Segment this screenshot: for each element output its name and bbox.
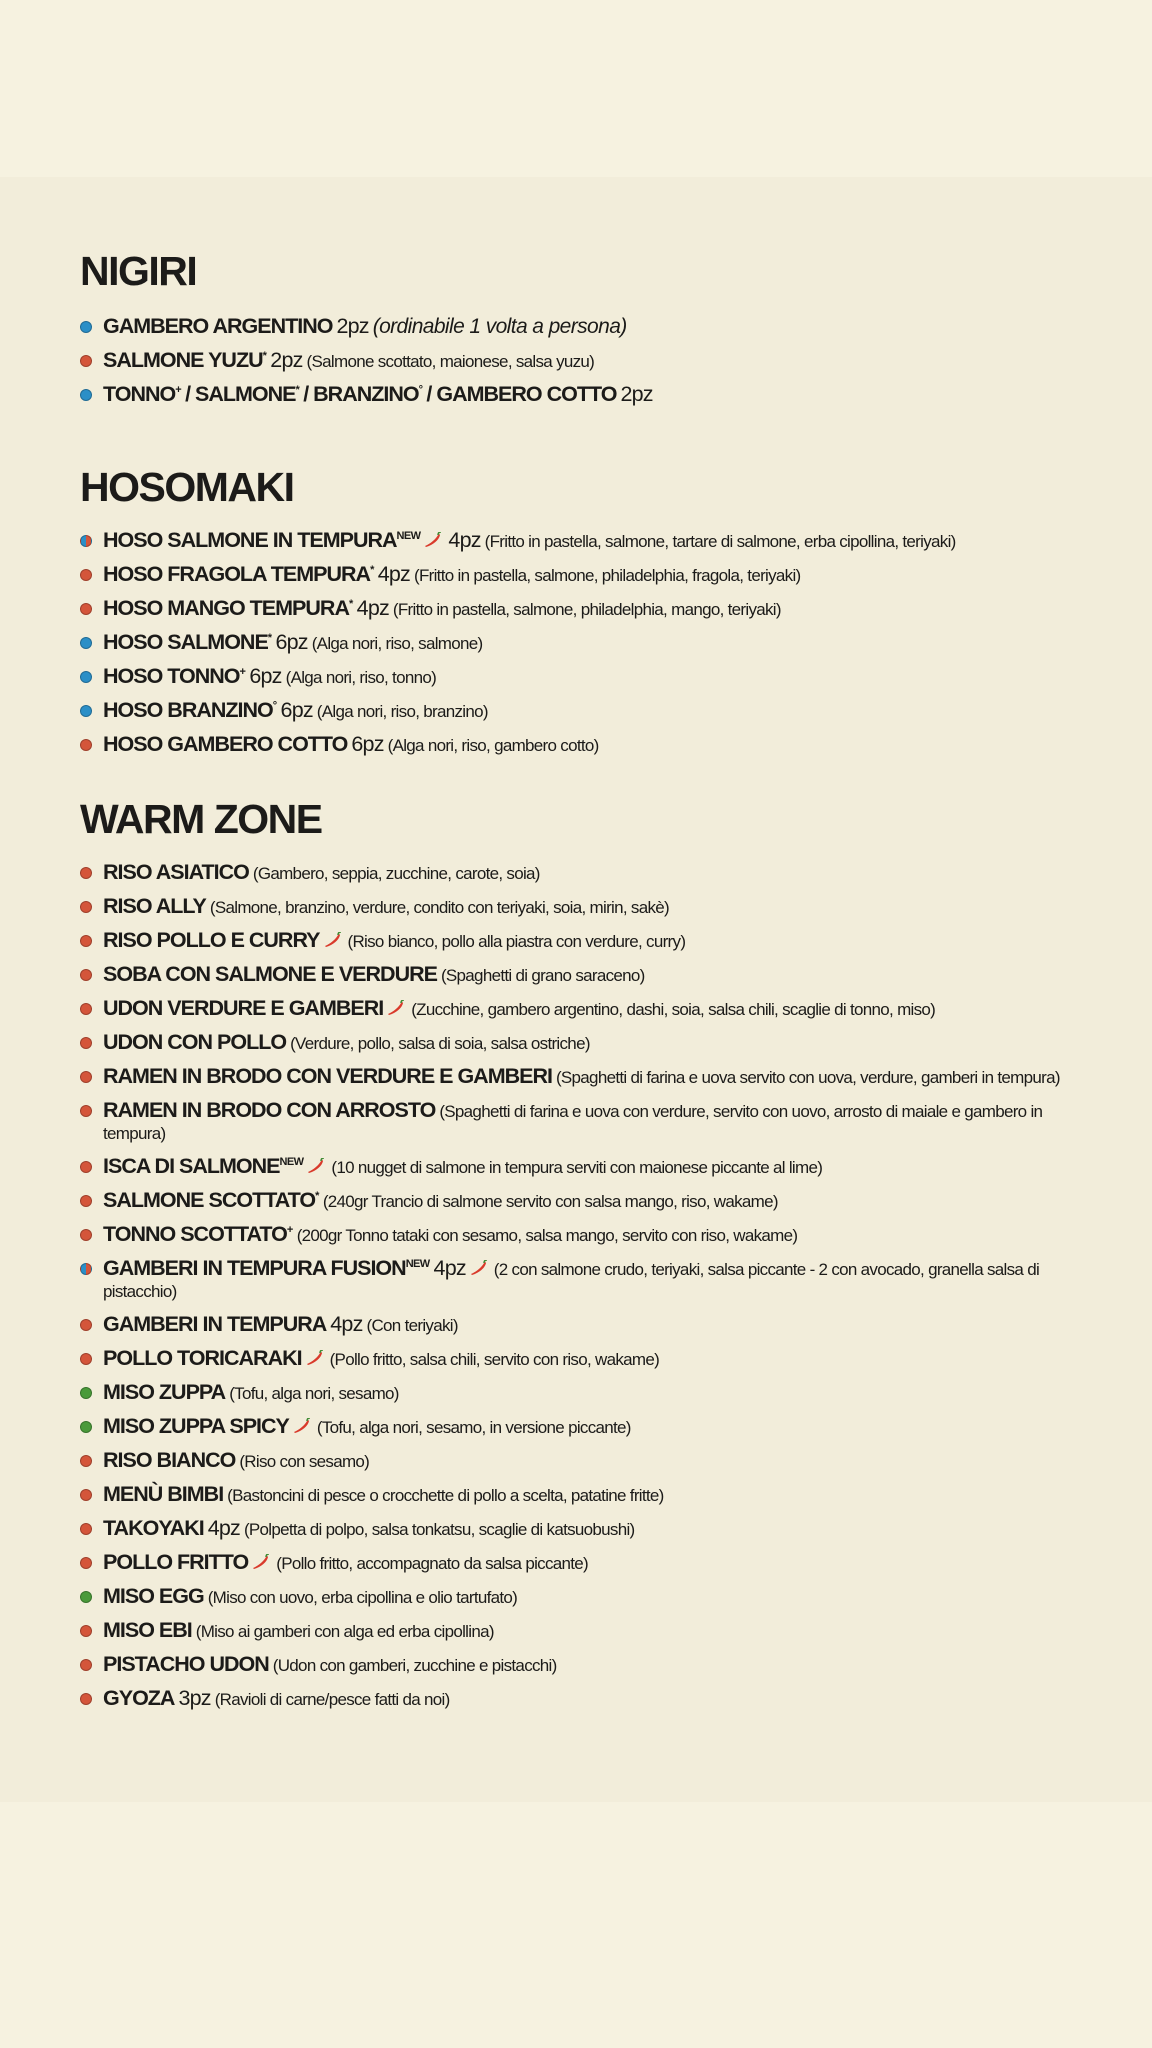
dot-icon	[80, 1693, 92, 1705]
item-sup: +	[175, 384, 182, 396]
dot-icon	[80, 1037, 92, 1049]
item-name: RAMEN IN BRODO CON ARROSTO	[103, 1098, 436, 1122]
section-hosomaki	[80, 463, 1090, 767]
item-qty: 4pz	[433, 1256, 466, 1280]
item-desc: (10 nugget di salmone in tempura serviti con maionese piccante al lime)	[331, 1158, 823, 1177]
item-name: TONNO SCOTTATO	[103, 1222, 287, 1246]
dot-icon	[80, 569, 92, 581]
item-name: RAMEN IN BRODO CON VERDURE E GAMBERI	[103, 1064, 552, 1088]
item-desc: (2 con salmone crudo, teriyaki, salsa piccante - 2 con avocado, granella salsa di pistacchio)	[103, 1260, 1040, 1301]
item-sup: *	[315, 1190, 319, 1202]
item-desc: (Tofu, alga nori, sesamo, in versione piccante)	[316, 1418, 631, 1437]
menu-item	[80, 1257, 1090, 1303]
item-name: RISO BIANCO	[103, 1448, 236, 1472]
item-name: SALMONE YUZU	[103, 348, 263, 372]
menu-item	[80, 895, 1090, 919]
dot-icon	[80, 1161, 92, 1173]
dot-icon	[80, 637, 92, 649]
section-nigiri	[80, 247, 1090, 417]
chili-icon	[291, 1418, 311, 1434]
item-name: TONNO	[103, 382, 176, 406]
menu-item	[80, 997, 1090, 1021]
item-qty: 4pz	[377, 562, 410, 586]
item-sup: *	[267, 632, 272, 644]
item-qty: 6pz	[275, 630, 308, 654]
item-sup: *	[348, 598, 353, 610]
item-desc: (Alga nori, riso, gambero cotto)	[387, 736, 599, 755]
item-list	[80, 861, 1090, 1711]
item-desc: (Salmone, branzino, verdure, condito con teriyaki, soia, mirin, sakè)	[209, 898, 669, 917]
item-desc: (Udon con gamberi, zucchine e pistacchi)	[272, 1656, 557, 1675]
menu-item	[80, 1449, 1090, 1473]
item-desc: (Spaghetti di farina e uova con verdure, servito con uovo, arrosto di maiale e gambero in tempura)	[103, 1102, 1043, 1143]
item-name: HOSO SALMONE	[103, 630, 268, 654]
dot-icon	[80, 1353, 92, 1365]
dot-icon	[80, 1659, 92, 1671]
section-warm-zone	[80, 795, 1090, 1721]
item-name: MISO EGG	[103, 1584, 204, 1608]
item-sup: °	[418, 384, 423, 396]
item-name: MISO EBI	[103, 1618, 192, 1642]
item-name: POLLO FRITTO	[103, 1550, 249, 1574]
new-badge: NEW	[279, 1156, 304, 1168]
item-sup: *	[295, 384, 300, 396]
item-desc: (240gr Trancio di salmone servito con salsa mango, riso, wakame)	[322, 1192, 778, 1211]
item-desc: (Spaghetti di farina e uova servito con uova, verdure, gamberi in tempura)	[555, 1068, 1060, 1087]
item-desc: (Bastoncini di pesce o crocchette di pollo a scelta, patatine fritte)	[227, 1486, 664, 1505]
menu-item	[80, 631, 1090, 655]
chili-icon	[322, 932, 342, 948]
menu-item	[80, 665, 1090, 689]
item-sup: +	[239, 666, 246, 678]
dot-icon	[80, 1387, 92, 1399]
item-desc: (Pollo fritto, accompagnato da salsa piccante)	[276, 1554, 589, 1573]
item-desc: (Miso con uovo, erba cipollina e olio tartufato)	[207, 1588, 518, 1607]
menu-item	[80, 597, 1090, 621]
menu-item	[80, 1347, 1090, 1371]
chili-icon	[304, 1350, 324, 1366]
dot-icon	[80, 969, 92, 981]
item-qty: 6pz	[351, 732, 384, 756]
dot-icon	[80, 389, 92, 401]
menu-item	[80, 1189, 1090, 1213]
item-name: UDON CON POLLO	[103, 1030, 287, 1054]
menu-item	[80, 1065, 1090, 1089]
item-desc: (Con teriyaki)	[366, 1316, 458, 1335]
dot-icon	[80, 1625, 92, 1637]
item-name: POLLO TORICARAKI	[103, 1346, 302, 1370]
menu-item	[80, 1223, 1090, 1247]
item-desc: (Alga nori, riso, tonno)	[285, 668, 437, 687]
item-name: / BRANZINO	[303, 382, 419, 406]
item-desc: (Gambero, seppia, zucchine, carote, soia)	[252, 864, 540, 883]
item-name: HOSO GAMBERO COTTO	[103, 732, 348, 756]
item-name: UDON VERDURE E GAMBERI	[103, 996, 384, 1020]
dot-icon	[80, 535, 92, 547]
dot-icon	[80, 1319, 92, 1331]
item-name: GAMBERI IN TEMPURA FUSION	[103, 1256, 406, 1280]
item-qty: 6pz	[280, 698, 313, 722]
dot-icon	[80, 901, 92, 913]
item-name: RISO ALLY	[103, 894, 206, 918]
item-name: / GAMBERO COTTO	[426, 382, 617, 406]
item-desc: (Alga nori, riso, branzino)	[316, 702, 488, 721]
item-sup: °	[272, 700, 277, 712]
item-name: RISO POLLO E CURRY	[103, 928, 320, 952]
item-desc: (Riso bianco, pollo alla piastra con verdure, curry)	[347, 932, 686, 951]
menu-item	[80, 563, 1090, 587]
chili-icon	[385, 1000, 405, 1016]
item-qty: 2pz	[270, 348, 303, 372]
menu-item	[80, 1483, 1090, 1507]
menu-item	[80, 1099, 1090, 1145]
dot-icon	[80, 705, 92, 717]
dot-icon	[80, 1071, 92, 1083]
item-note: (ordinabile 1 volta a persona)	[372, 315, 627, 338]
new-badge: NEW	[405, 1258, 430, 1270]
item-desc: (Alga nori, riso, salmone)	[311, 634, 483, 653]
item-name: HOSO BRANZINO	[103, 698, 273, 722]
menu-item	[80, 733, 1090, 757]
item-sup: *	[370, 564, 374, 576]
dot-icon	[80, 1003, 92, 1015]
chili-icon	[250, 1554, 270, 1570]
dot-icon	[80, 1105, 92, 1117]
item-qty: 4pz	[448, 528, 481, 552]
menu-item	[80, 1653, 1090, 1677]
item-name: GAMBERI IN TEMPURA	[103, 1312, 327, 1336]
item-qty: 4pz	[330, 1312, 363, 1336]
item-name: MENÙ BIMBI	[103, 1482, 224, 1506]
menu-item	[80, 1155, 1090, 1179]
item-desc: (Pollo fritto, salsa chili, servito con riso, wakame)	[329, 1350, 660, 1369]
item-name: HOSO FRAGOLA TEMPURA	[103, 562, 371, 586]
menu-item	[80, 861, 1090, 885]
menu-item	[80, 929, 1090, 953]
menu-item	[80, 1313, 1090, 1337]
dot-icon	[80, 1523, 92, 1535]
new-badge: NEW	[396, 530, 421, 542]
item-name: HOSO SALMONE IN TEMPURA	[103, 528, 397, 552]
item-desc: (Tofu, alga nori, sesamo)	[229, 1384, 399, 1403]
item-sup: +	[286, 1224, 293, 1236]
dot-icon	[80, 1263, 92, 1275]
section-title: NIGIRI	[80, 248, 197, 294]
item-desc: (Fritto in pastella, salmone, philadelphia, fragola, teriyaki)	[413, 566, 801, 585]
dot-icon	[80, 935, 92, 947]
item-desc: (Salmone scottato, maionese, salsa yuzu)	[306, 352, 595, 371]
dot-icon	[80, 321, 92, 333]
menu-item	[80, 1619, 1090, 1643]
item-name: PISTACHO UDON	[103, 1652, 269, 1676]
menu-item	[80, 1687, 1090, 1711]
dot-icon	[80, 1557, 92, 1569]
item-list	[80, 315, 1090, 407]
item-desc: (Polpetta di polpo, salsa tonkatsu, scaglie di katsuobushi)	[243, 1520, 635, 1539]
menu-item	[80, 963, 1090, 987]
item-desc: (Zucchine, gambero argentino, dashi, soia, salsa chili, scaglie di tonno, miso)	[411, 1000, 936, 1019]
item-desc: (Fritto in pastella, salmone, tartare di salmone, erba cipollina, teriyaki)	[484, 532, 956, 551]
menu-item	[80, 1381, 1090, 1405]
chili-icon	[468, 1260, 488, 1276]
menu-item	[80, 315, 1090, 339]
item-desc: (Spaghetti di grano saraceno)	[440, 966, 645, 985]
menu-item	[80, 383, 1090, 407]
item-qty: 4pz	[356, 596, 389, 620]
item-sup: *	[262, 350, 267, 362]
item-name: GYOZA	[103, 1686, 175, 1710]
dot-icon	[80, 1455, 92, 1467]
dot-icon	[80, 1195, 92, 1207]
menu-item	[80, 1551, 1090, 1575]
menu-item	[80, 349, 1090, 373]
item-desc: (Fritto in pastella, salmone, philadelphia, mango, teriyaki)	[392, 600, 781, 619]
menu-item	[80, 1585, 1090, 1609]
dot-icon	[80, 671, 92, 683]
item-name: HOSO TONNO	[103, 664, 240, 688]
item-list	[80, 529, 1090, 757]
menu-item	[80, 529, 1090, 553]
item-desc: (Riso con sesamo)	[239, 1452, 370, 1471]
chili-icon	[422, 532, 442, 548]
dot-icon	[80, 1591, 92, 1603]
dot-icon	[80, 603, 92, 615]
item-desc: (Miso ai gamberi con alga ed erba cipollina)	[195, 1622, 494, 1641]
item-name: ISCA DI SALMONE	[103, 1154, 280, 1178]
menu-item	[80, 1415, 1090, 1439]
dot-icon	[80, 867, 92, 879]
item-name: RISO ASIATICO	[103, 860, 249, 884]
menu-item	[80, 1031, 1090, 1055]
menu-item	[80, 699, 1090, 723]
menu-item	[80, 1517, 1090, 1541]
section-title: HOSOMAKI	[80, 464, 294, 510]
dot-icon	[80, 1421, 92, 1433]
dot-icon	[80, 355, 92, 367]
item-name: TAKOYAKI	[103, 1516, 204, 1540]
item-desc: (Verdure, pollo, salsa di soia, salsa ostriche)	[290, 1034, 590, 1053]
chili-icon	[305, 1158, 325, 1174]
item-name: SALMONE SCOTTATO	[103, 1188, 316, 1212]
item-qty: 3pz	[178, 1686, 211, 1710]
item-desc: (Ravioli di carne/pesce fatti da noi)	[214, 1690, 450, 1709]
item-desc: (200gr Tonno tataki con sesamo, salsa mango, servito con riso, wakame)	[296, 1226, 798, 1245]
dot-icon	[80, 739, 92, 751]
item-name: SOBA CON SALMONE E VERDURE	[103, 962, 437, 986]
item-name: / SALMONE	[185, 382, 296, 406]
item-qty: 4pz	[207, 1516, 240, 1540]
item-name: MISO ZUPPA SPICY	[103, 1414, 289, 1438]
section-title: WARM ZONE	[80, 796, 322, 842]
item-qty: 2pz	[620, 382, 653, 406]
item-qty: 6pz	[249, 664, 282, 688]
item-qty: 2pz	[336, 314, 369, 338]
item-name: GAMBERO ARGENTINO	[103, 314, 333, 338]
dot-icon	[80, 1489, 92, 1501]
item-name: HOSO MANGO TEMPURA	[103, 596, 349, 620]
dot-icon	[80, 1229, 92, 1241]
item-name: MISO ZUPPA	[103, 1380, 226, 1404]
